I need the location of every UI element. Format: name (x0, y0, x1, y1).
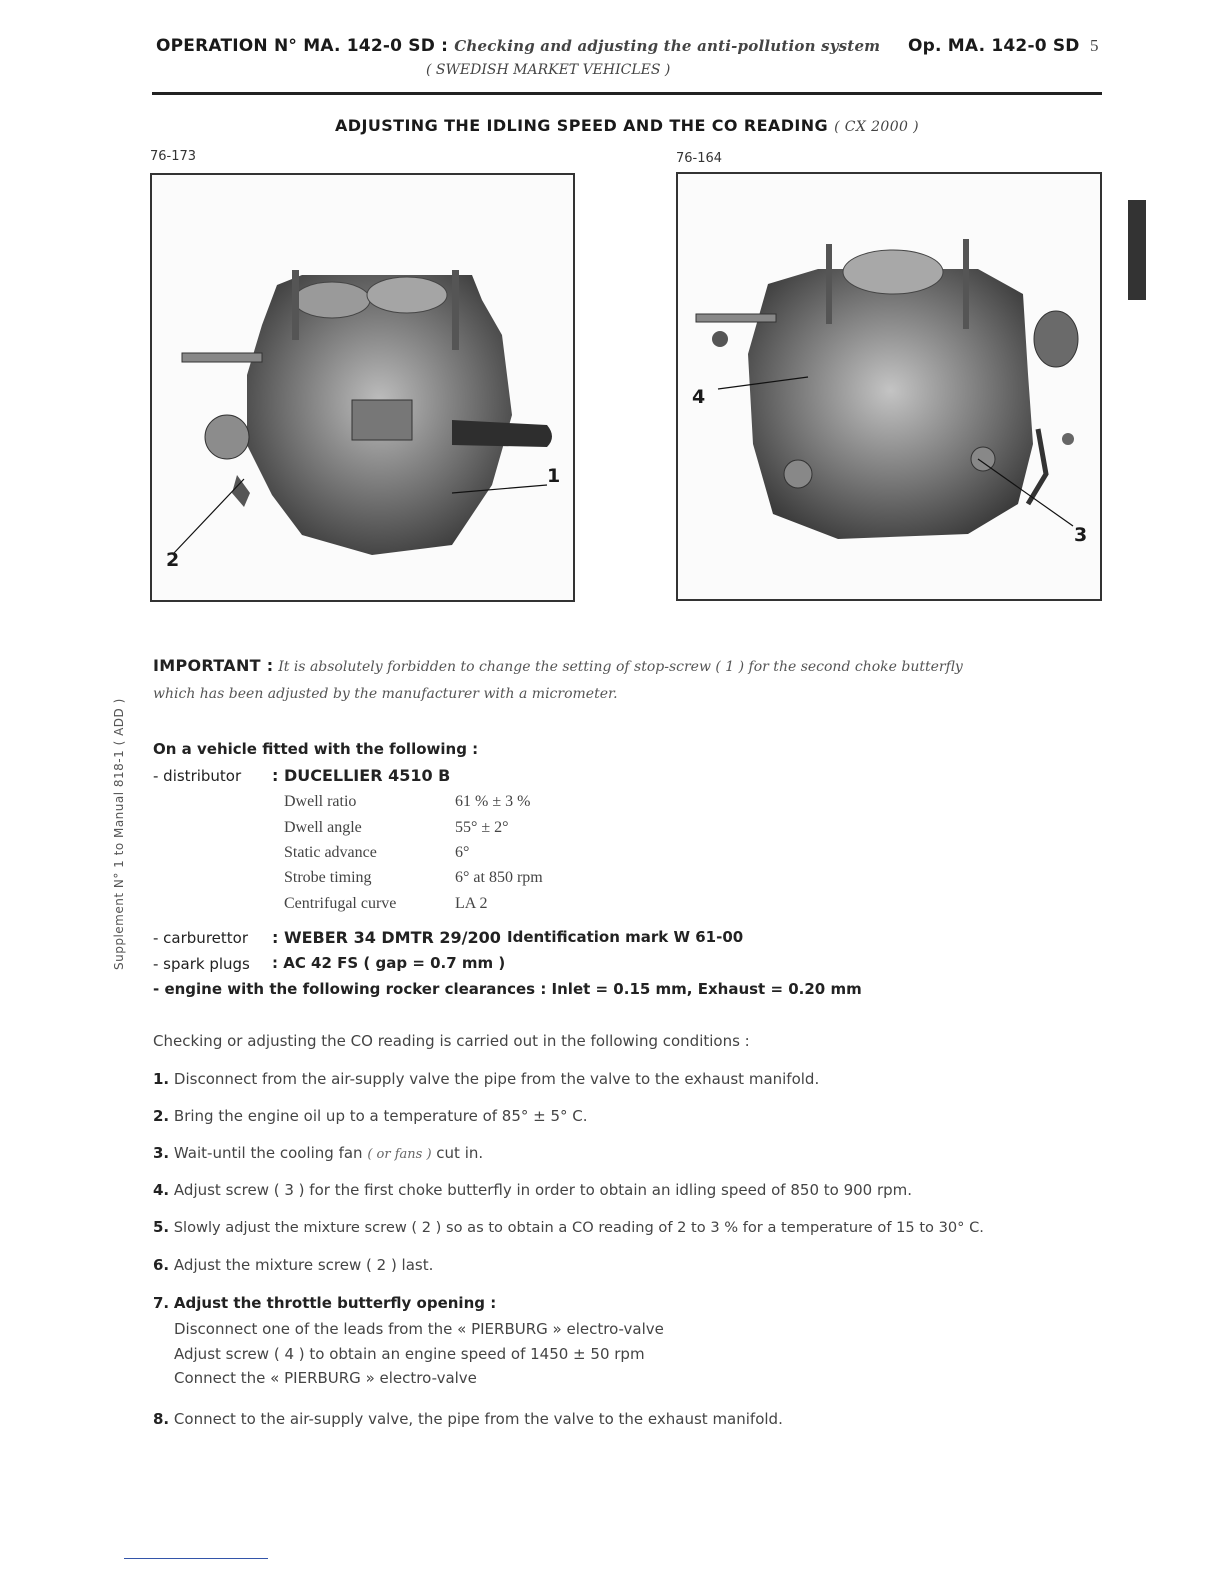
spec-strobe-timing-name: Strobe timing (284, 869, 372, 886)
step-7-title: Adjust the throttle butterfly opening : (173, 1294, 497, 1312)
conditions-intro: Checking or adjusting the CO reading is carried out in the following conditions : (153, 1032, 750, 1050)
step-4 (153, 1181, 912, 1199)
header-rule (152, 92, 1102, 95)
carburettor-2-image (678, 174, 1100, 599)
important-label: IMPORTANT : (153, 656, 274, 675)
spec-dwell-ratio-value: 61 % ± 3 % (455, 793, 531, 810)
distributor-label: - distributor (153, 767, 242, 785)
callout-4: 4 (692, 386, 706, 408)
spark-plugs-label: - spark plugs (153, 955, 250, 973)
important-note (153, 653, 1093, 707)
step-5-num: 5. (153, 1218, 170, 1236)
step-2-num: 2. (153, 1107, 170, 1125)
callout-2: 2 (166, 549, 180, 571)
footer-rule (124, 1558, 268, 1559)
important-line-1: It is absolutely forbidden to change the setting of stop-screw ( 1 ) for the second choke butterfly (278, 659, 963, 675)
carburettor-1-image (152, 175, 573, 600)
step-6 (153, 1256, 433, 1274)
step-8-num: 8. (153, 1410, 170, 1428)
step-3 (153, 1144, 483, 1162)
distributor-value: : DUCELLIER 4510 B (272, 766, 451, 785)
step-1-num: 1. (153, 1070, 170, 1088)
carburettor-mark: Identification mark W 61-00 (507, 928, 744, 946)
step-4-text: Adjust screw ( 3 ) for the first choke butterfly in order to obtain an idling speed of 850 to 900 rpm. (173, 1181, 913, 1199)
spec-centrifugal-curve-name: Centrifugal curve (284, 895, 397, 912)
vehicle-intro: On a vehicle fitted with the following : (153, 740, 479, 758)
step-5-text: Slowly adjust the mixture screw ( 2 ) so as to obtain a CO reading of 2 to 3 % for a temperature of 15 to 30° C. (173, 1219, 984, 1236)
step-6-text: Adjust the mixture screw ( 2 ) last. (173, 1256, 434, 1274)
step-3-num: 3. (153, 1144, 170, 1162)
header-operation-bold: OPERATION N° MA. 142-0 SD : (156, 36, 449, 56)
step-3-text-before: Wait-until the cooling fan (173, 1144, 363, 1162)
header-op-code: Op. MA. 142-0 SD (908, 36, 1080, 56)
spec-static-advance-name: Static advance (284, 844, 377, 861)
step-7 (153, 1294, 496, 1312)
spec-static-advance-value: 6° (455, 844, 470, 861)
step-7-sub-1: Disconnect one of the leads from the « PIERBURG » electro-valve (174, 1320, 664, 1338)
step-7-sub-3: Connect the « PIERBURG » electro-valve (174, 1369, 477, 1387)
rocker-clearances: - engine with the following rocker clearances : Inlet = 0.15 mm, Exhaust = 0.20 mm (153, 980, 862, 998)
section-title-italic: ( CX 2000 ) (834, 119, 920, 135)
step-2 (153, 1107, 588, 1125)
figure-1-photo (150, 173, 575, 602)
spec-dwell-ratio-name: Dwell ratio (284, 793, 357, 810)
section-title-bold: ADJUSTING THE IDLING SPEED AND THE CO READING (335, 116, 829, 135)
step-3-text-after: cut in. (436, 1144, 484, 1162)
figure-2-photo (676, 172, 1102, 601)
carburettor-label: - carburettor (153, 929, 248, 947)
spec-centrifugal-curve-value: LA 2 (455, 895, 488, 912)
figure-1-label: 76-173 (150, 149, 197, 164)
spark-plugs-value: : AC 42 FS ( gap = 0.7 mm ) (272, 954, 506, 972)
carburettor-value: : WEBER 34 DMTR 29/200 (272, 928, 501, 947)
header-subtitle: ( SWEDISH MARKET VEHICLES ) (426, 62, 671, 78)
step-2-text: Bring the engine oil up to a temperature of 85° ± 5° C. (173, 1107, 588, 1125)
step-7-num: 7. (153, 1294, 170, 1312)
side-note: Supplement N° 1 to Manual 818-1 ( ADD ) (112, 698, 126, 970)
step-7-sub-2: Adjust screw ( 4 ) to obtain an engine speed of 1450 ± 50 rpm (174, 1345, 645, 1363)
spec-strobe-timing-value: 6° at 850 rpm (455, 869, 543, 886)
step-3-text-italic: ( or fans ) (367, 1147, 432, 1162)
step-8-text: Connect to the air-supply valve, the pipe from the valve to the exhaust manifold. (173, 1410, 783, 1428)
spec-dwell-angle-name: Dwell angle (284, 819, 362, 836)
step-8 (153, 1410, 783, 1428)
step-4-num: 4. (153, 1181, 170, 1199)
figure-2-label: 76-164 (676, 151, 723, 166)
callout-1: 1 (547, 465, 561, 487)
step-6-num: 6. (153, 1256, 170, 1274)
step-1 (153, 1070, 819, 1088)
margin-tab-bar (1128, 200, 1146, 300)
header-operation (156, 36, 880, 56)
step-5 (153, 1218, 1083, 1236)
page-number: 5 (1090, 36, 1099, 55)
callout-3: 3 (1074, 524, 1088, 546)
section-title (335, 116, 919, 135)
spec-dwell-angle-value: 55° ± 2° (455, 819, 509, 836)
important-line-2: which has been adjusted by the manufacturer with a micrometer. (153, 686, 618, 702)
header-operation-italic: Checking and adjusting the anti-pollution system (454, 37, 881, 55)
step-1-text: Disconnect from the air-supply valve the pipe from the valve to the exhaust manifold. (173, 1070, 820, 1088)
